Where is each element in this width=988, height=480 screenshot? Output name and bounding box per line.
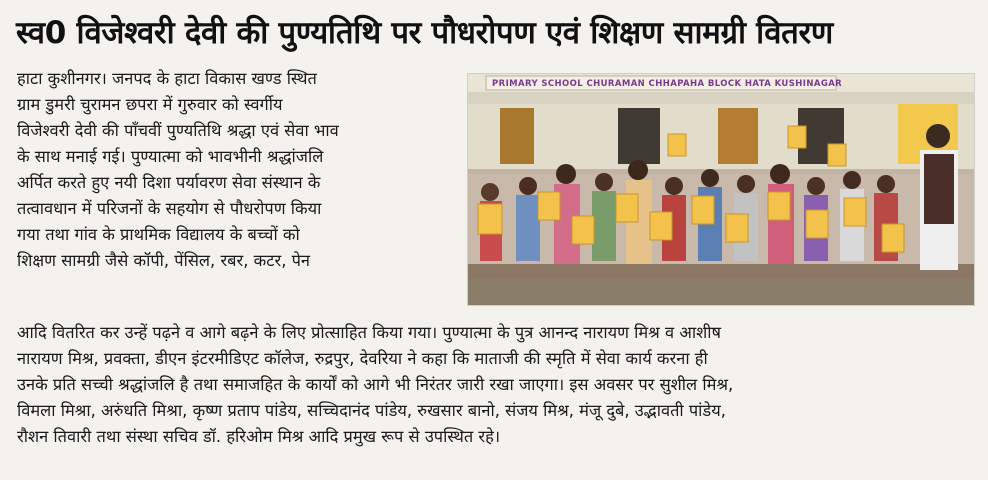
body-line: शिक्षण सामग्री जैसे कॉपी, पेंसिल, रबर, कटर, पेन bbox=[17, 251, 311, 270]
body-line: गया तथा गांव के प्राथमिक विद्यालय के बच्चों को bbox=[17, 225, 300, 244]
body-line: हाटा कुशीनगर। जनपद के हाटा विकास खण्ड स्थित bbox=[17, 69, 317, 88]
door bbox=[500, 108, 534, 164]
school-sign-text: PRIMARY SCHOOL CHURAMAN CHHAPAHA BLOCK HATA KUSHINAGAR bbox=[492, 79, 843, 89]
news-photo bbox=[467, 73, 975, 306]
body-line: उनके प्रति सच्ची श्रद्धांजलि है तथा समाजहित के कार्यों को आगे भी निरंतर जारी रखा जाएगा। इस अवसर पर सुशील मिश्र, bbox=[17, 375, 734, 394]
headline: स्व0 विजेश्वरी देवी की पुण्यतिथि पर पौधरोपण एवं शिक्षण सामग्री वितरण bbox=[16, 15, 833, 51]
body-line: विमला मिश्रा, अरुंधति मिश्रा, कृष्ण प्रताप पांडेय, सच्चिदानंद पांडेय, रुखसार बानो, संजय मिश्र, मंजू दुबे, उद्भावती पांडेय, bbox=[17, 401, 726, 420]
body-line: अर्पित करते हुए नयी दिशा पर्यावरण सेवा संस्थान के bbox=[17, 173, 321, 192]
body-line: तत्वावधान में परिजनों के सहयोग से पौधरोपण किया bbox=[17, 199, 322, 218]
body-line: आदि वितरित कर उन्हें पढ़ने व आगे बढ़ने के लिए प्रोत्साहित किया गया। पुण्यात्मा के पुत्र आनन्द नारायण मिश्र व आशीष bbox=[17, 323, 721, 342]
building-roof-band bbox=[468, 92, 974, 104]
body-line: नारायण मिश्र, प्रवक्ता, डीएन इंटरमीडिएट कॉलेज, रुद्रपुर, देवरिया ने कहा कि माताजी की स्मृति में सेवा कार्य करना ही bbox=[17, 349, 708, 368]
body-line: विजेश्वरी देवी की पाँचवीं पुण्यतिथि श्रद्धा एवं सेवा भाव bbox=[17, 121, 339, 140]
school-children-photo bbox=[468, 74, 974, 305]
body-line: रौशन तिवारी तथा संस्था सचिव डॉ. हरिओम मिश्र आदि प्रमुख रूप से उपस्थित रहे। bbox=[17, 427, 501, 446]
article-body-full-width bbox=[17, 320, 977, 450]
article-body-left-column bbox=[17, 66, 457, 274]
window bbox=[618, 108, 660, 164]
body-line: के साथ मनाई गई। पुण्यात्मा को भावभीनी श्रद्धांजलि bbox=[17, 147, 324, 166]
body-line: ग्राम डुमरी चुरामन छपरा में गुरुवार को स्वर्गीय bbox=[17, 95, 283, 114]
door bbox=[718, 108, 758, 164]
